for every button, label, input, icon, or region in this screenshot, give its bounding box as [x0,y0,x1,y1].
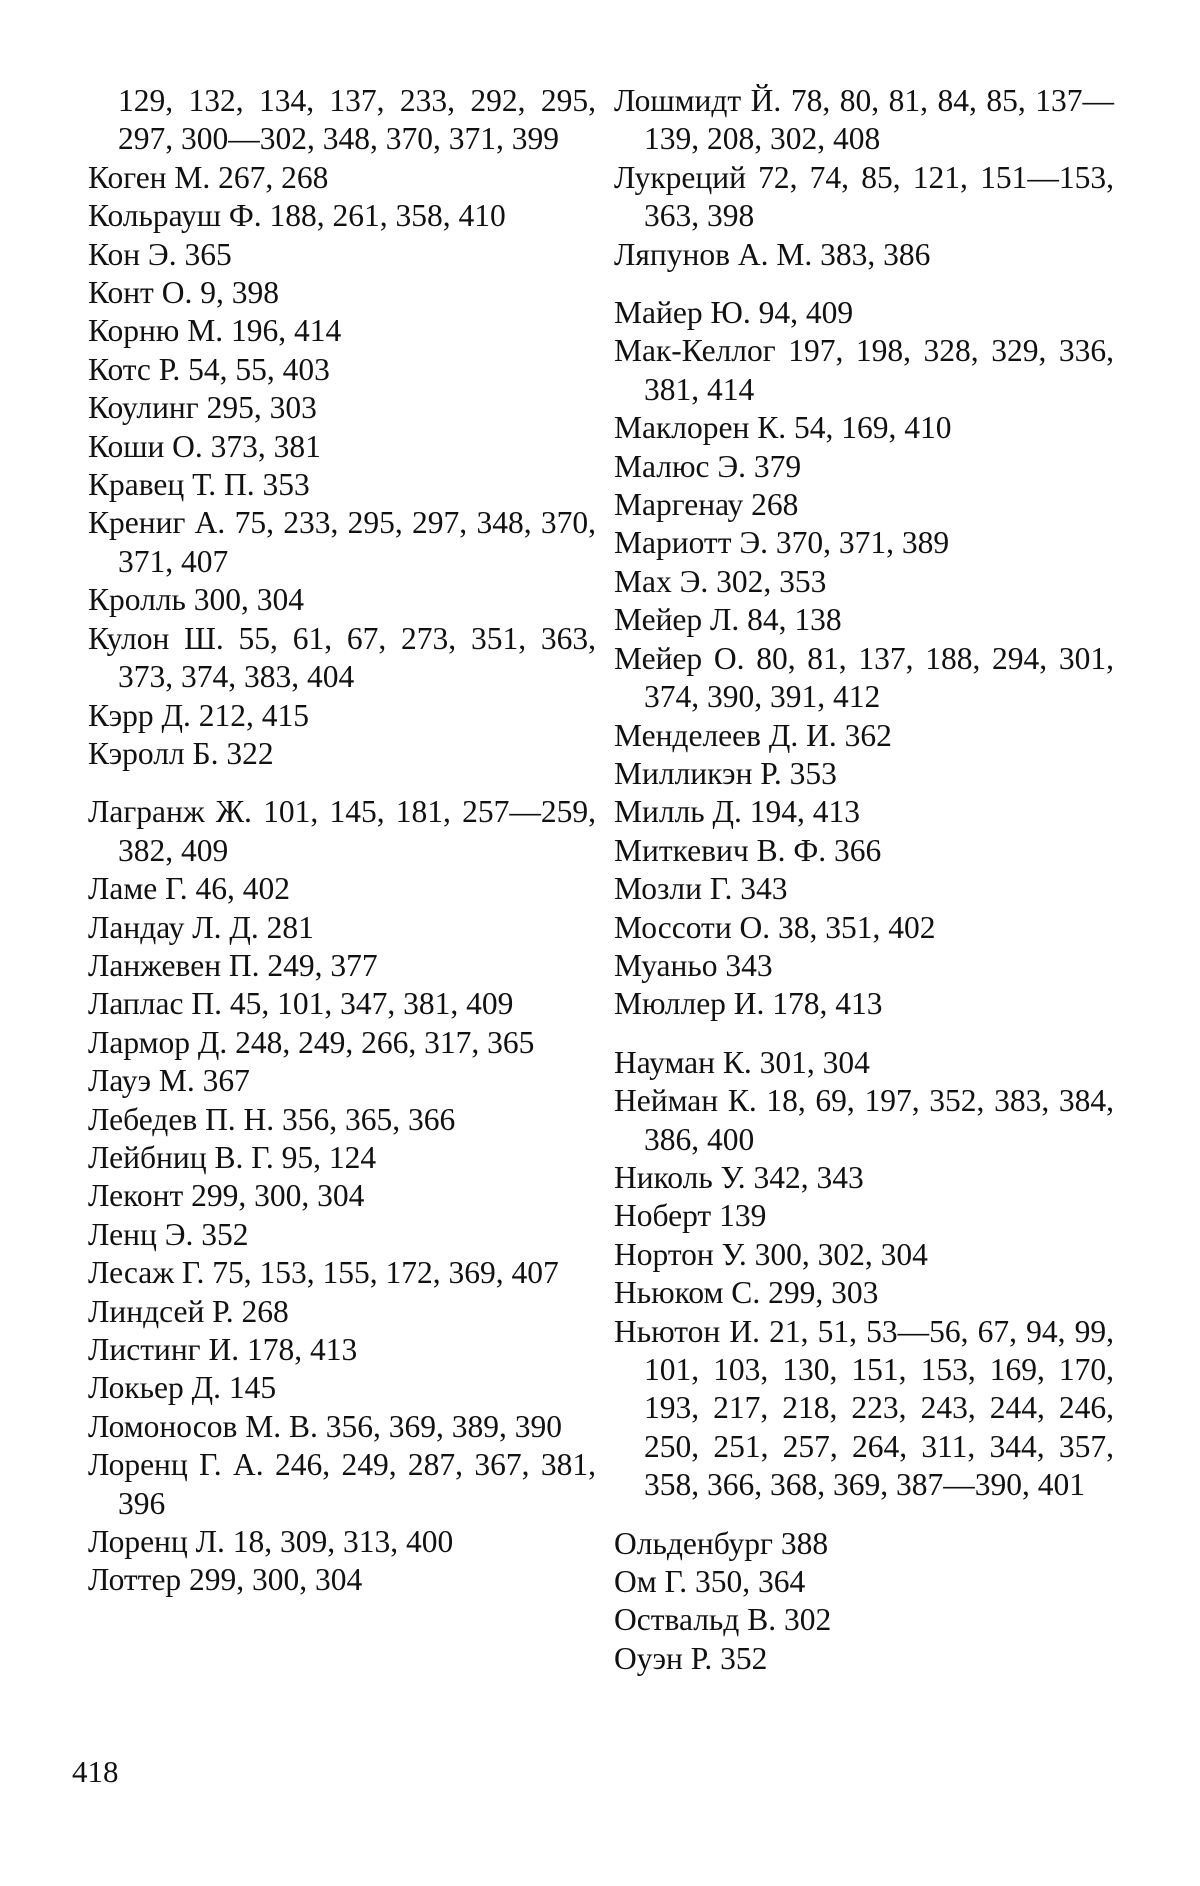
index-entry: Лармор Д. 248, 249, 266, 317, 365 [88,1024,535,1060]
index-entry: Ленц Э. 352 [88,1216,249,1252]
page-number: 418 [72,1754,119,1789]
index-entry: Миткевич В. Ф. 366 [614,832,882,868]
index-entry: Нейман К. 18, 69, 197, 352, 383, 384, 386, 400 [614,1083,1114,1157]
index-entry: Мах Э. 302, 353 [614,563,827,599]
index-entry: Кон Э. 365 [88,236,232,272]
index-entry: Ольденбург 388 [614,1525,829,1561]
index-entry: Кэролл Б. 322 [88,735,274,771]
index-entry: Кулон Ш. 55, 61, 67, 273, 351, 363, 373, 374, 383, 404 [88,620,596,695]
index-entry: Милликэн Р. 353 [614,755,837,791]
index-entry: Менделеев Д. И. 362 [614,717,892,753]
index-entry: Лоренц Л. 18, 309, 313, 400 [88,1524,454,1560]
index-entry: Николь У. 342, 343 [614,1159,864,1195]
index-entry: Ляпунов А. М. 383, 386 [614,236,931,272]
index-entry: Линдсей Р. 268 [88,1293,289,1329]
index-entry: Мейер Л. 84, 138 [614,602,842,638]
index-entry: Ом Г. 350, 364 [614,1564,806,1600]
index-entry: Лошмидт Й. 78, 80, 81, 84, 85, 137—139, 208, 302, 408 [614,83,1114,157]
index-entry: 129, 132, 134, 137, 233, 292, 295, 297, 300—302, 348, 370, 371, 399 [118,83,596,157]
index-entry: Науман К. 301, 304 [614,1044,870,1080]
index-entry: Мозли Г. 343 [614,871,788,907]
index-entry: Кравец Т. П. 353 [88,467,310,503]
index-entry: Лукреций 72, 74, 85, 121, 151—153, 363, 398 [614,159,1114,234]
index-entry: Кэрр Д. 212, 415 [88,697,309,733]
index-entry: Корню М. 196, 414 [88,313,342,349]
index-entry: Мариотт Э. 370, 371, 389 [614,525,950,561]
index-entry: Кольрауш Ф. 188, 261, 358, 410 [88,198,506,234]
index-entry: Лаплас П. 45, 101, 347, 381, 409 [88,986,514,1022]
index-entry: Ломоносов М. В. 356, 369, 389, 390 [88,1408,563,1444]
index-entry: Оствальд В. 302 [614,1602,832,1638]
index-entry: Локьер Д. 145 [88,1370,277,1406]
index-entry: Маргенау 268 [614,487,799,523]
index-entry: Котс Р. 54, 55, 403 [88,351,330,387]
index-entry: Кролль 300, 304 [88,582,305,618]
index-entry: Ланжевен П. 249, 377 [88,947,378,983]
index-entry: Коши О. 373, 381 [88,428,321,464]
index-column-right [614,82,1114,1678]
index-entry: Коулинг 295, 303 [88,390,317,426]
index-entry: Майер Ю. 94, 409 [614,295,854,331]
index-entry: Лоренц Г. А. 246, 249, 287, 367, 381, 396 [88,1447,596,1521]
index-entry: Лебедев П. Н. 356, 365, 366 [88,1101,456,1137]
index-entry: Малюс Э. 379 [614,448,802,484]
index-entry: Моссоти О. 38, 351, 402 [614,909,936,945]
index-entry: Оуэн Р. 352 [614,1640,768,1676]
index-entry: Нортон У. 300, 302, 304 [614,1236,928,1272]
index-entry: Ламе Г. 46, 402 [88,871,291,907]
index-entry: Коген М. 267, 268 [88,159,329,195]
index-entry: Маклорен К. 54, 169, 410 [614,410,952,446]
index-column-left [88,82,596,1600]
index-entry: Лоттер 299, 300, 304 [88,1562,363,1598]
index-entry: Мейер О. 80, 81, 137, 188, 294, 301, 374, 390, 391, 412 [614,640,1114,715]
index-entry: Лейбниц В. Г. 95, 124 [88,1139,377,1175]
index-entry: Леконт 299, 300, 304 [88,1178,365,1214]
index-entry: Лагранж Ж. 101, 145, 181, 257—259, 382, 409 [88,794,596,868]
index-entry: Ландау Л. Д. 281 [88,909,314,945]
index-entry: Мюллер И. 178, 413 [614,986,883,1022]
index-entry: Мак-Келлог 197, 198, 328, 329, 336, 381, 414 [614,333,1114,407]
index-entry: Муаньо 343 [614,947,773,983]
index-entry: Милль Д. 194, 413 [614,794,861,830]
index-entry: Ньюком С. 299, 303 [614,1275,879,1311]
index-entry: Лесаж Г. 75, 153, 155, 172, 369, 407 [88,1255,559,1291]
index-entry: Конт О. 9, 398 [88,275,279,311]
index-entry: Лауэ М. 367 [88,1063,250,1099]
index-entry: Ноберт 139 [614,1198,767,1234]
index-entry: Листинг И. 178, 413 [88,1332,358,1367]
index-entry: Крениг А. 75, 233, 295, 297, 348, 370, 371, 407 [88,505,596,579]
index-entry: Ньютон И. 21, 51, 53—56, 67, 94, 99, 101, 103, 130, 151, 153, 169, 170, 193, 217, 218, 223, 243, 244, 246, 250, 251, 257, 264, 311, 344, 357, 358, 366, 368, 369, 387—390, 401 [614,1313,1114,1503]
